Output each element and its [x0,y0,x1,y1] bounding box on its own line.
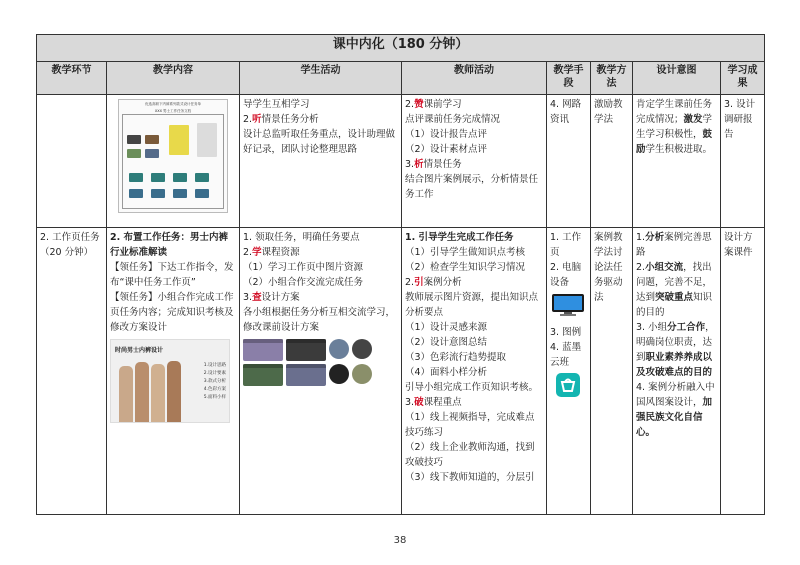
intent-text: ，明确岗位职责，达到 [636,322,715,363]
row1-outcome: 3. 设计调研报告 [721,95,765,228]
model-figure [135,362,149,422]
key-character: 学 [252,247,262,258]
item-text: 设计方案 [261,292,300,303]
intent-emphasis: 分工合作 [667,322,706,333]
garment-image [151,189,165,198]
intent-line [636,320,717,380]
intent-text: ，找出问题，完善不足，达到 [636,262,713,303]
underwear-design-photo [110,339,230,423]
teacher-line: （2）检查学生知识学习情况 [405,262,526,273]
row1-stage [37,95,107,228]
intent-emphasis: 职业素养养成以及攻破难点的目的 [636,352,713,378]
garment-swatch [286,364,326,386]
header-outcome: 学习成果 [721,62,765,95]
means-item: 4. 蓝墨云班 [550,342,582,368]
item-text: 课前学习 [423,99,462,110]
intent-text: 4. 案例分析融入中国风图案设计， [636,382,715,408]
teacher-line: （4）面料小样分析 [405,367,488,378]
computer-monitor-icon [550,293,586,317]
intent-text: 2. [636,262,646,273]
intent-emphasis: 鼓励 [636,129,713,155]
garment-image [127,135,141,144]
row2-means [547,228,591,515]
garment-image [127,149,141,158]
teacher-line: （1）设计报告点评 [405,129,488,140]
row1-means: 4. 网路资讯 [547,95,591,228]
cloud-class-app-icon [550,373,586,397]
item-number: 3. [405,397,415,408]
teacher-heading: 1. 引导学生完成工作任务 [405,232,514,243]
photo-list-item: 3.款式分析 [203,379,226,384]
row2-student [240,228,402,515]
intent-emphasis: 突破重点 [655,292,694,303]
row2-outcome: 设计方案课件 [721,228,765,515]
garment-swatch [243,364,283,386]
teacher-line: 引导小组完成工作页知识考核。 [405,382,539,393]
fabric-swatch [329,364,349,384]
garment-image [169,125,189,155]
teacher-line: 教师展示图片资源，提出知识点分析要点 [405,292,539,318]
key-character: 听 [252,114,262,125]
row2-content [107,228,240,515]
row1-content [107,95,240,228]
key-character: 析 [414,159,424,170]
header-stage: 教学环节 [37,62,107,95]
student-line [243,245,398,260]
photo-title: 时尚男士内裤设计 [115,347,164,354]
header-means: 教学手段 [547,62,591,95]
student-line: 各小组根据任务分析互相交流学习，修改课前设计方案 [243,307,396,333]
fabric-swatch [352,364,372,384]
teacher-line: （3）线下教师知道的，分层引 [405,472,535,483]
garment-image [173,173,187,182]
teacher-line: 点评课前任务完成情况 [405,114,501,125]
teacher-line: （1）线上视频指导，完成难点技巧练习 [405,412,535,438]
teacher-line: （2）设计素材点评 [405,144,488,155]
content-paragraph: 【领任务】小组合作完成工作页任务内容；完成知识考核及修改方案设计 [110,292,234,333]
item-number: 2. [243,247,253,258]
teacher-line: （1）引导学生做知识点考核 [405,247,526,258]
row1-student [240,95,402,228]
row2-stage: 2. 工作页任务（20 分钟） [37,228,107,515]
student-line: 导学生互相学习 [243,99,310,110]
photo-list [204,362,226,402]
photo-list-item: 4.色彩方案 [203,387,226,392]
row1-teacher [402,95,547,228]
intent-emphasis: 分析 [645,232,665,243]
photo-list-item: 5.面料小样 [203,395,226,400]
intent-line [636,260,717,320]
student-line: （2）小组合作交流完成任务 [243,277,364,288]
intent-line [636,380,717,440]
thumbnail-title: 优选高职下内裤系列款式设计任务单 [145,102,201,106]
intent-text: 案例完善思路 [636,232,712,258]
teacher-line: （2）设计意图总结 [405,337,488,348]
item-number: 2. [405,99,415,110]
section-title: 课中内化（180 分钟） [37,35,765,62]
item-number: 3. [243,292,253,303]
key-character: 查 [252,292,262,303]
item-text: 课程资源 [261,247,300,258]
item-text: 课程重点 [423,397,462,408]
intent-text: 肯定学生课前任务完成情况； [636,99,713,125]
intent-text: 知识的目的 [636,292,713,318]
header-method: 教学方法 [591,62,633,95]
row1-intent [633,95,721,228]
item-text: 情景任务分析 [261,114,319,125]
model-figure [151,364,165,422]
item-number: 3. [405,159,415,170]
model-figure [119,366,133,422]
intent-text: 学生积极进取。 [645,144,713,155]
key-character: 引 [414,277,424,288]
garment-image [195,189,209,198]
intent-text: 学生学习积极性， [636,114,713,140]
garment-swatch [243,339,283,361]
garment-swatches [243,339,393,386]
garment-swatch [286,339,326,361]
garment-image [151,173,165,182]
garment-image [173,189,187,198]
header-content: 教学内容 [107,62,240,95]
model-figure [167,361,181,422]
photo-list-item: 2.设计要素 [203,371,226,376]
key-character: 赞 [414,99,424,110]
intent-line [636,230,717,260]
lesson-plan-table [36,34,765,515]
student-line [243,112,398,127]
intent-text: 1. [636,232,646,243]
table-row [37,95,765,228]
item-number: 2. [243,114,253,125]
header-teacher: 教师活动 [402,62,547,95]
teacher-line [405,157,543,172]
row2-teacher [402,228,547,515]
header-intent: 设计意图 [633,62,721,95]
content-heading: 2. 布置工作任务：男士内裤行业标准解读 [110,232,229,258]
section-title-row [37,35,765,62]
teacher-line [405,395,543,410]
row1-method: 激励教学法 [591,95,633,228]
header-student: 学生活动 [240,62,402,95]
student-line: 1. 领取任务，明确任务要点 [243,232,360,243]
content-paragraph: 【领任务】下达工作指令，发布“课中任务工作页” [110,262,234,288]
intent-text: 3. 小组 [636,322,668,333]
teacher-line: 结合图片案例展示，分析情景任务工作 [405,174,539,200]
intent-emphasis: 加强民族文化自信心。 [636,397,713,438]
student-line: （1）学习工作页中图片资源 [243,262,364,273]
fabric-swatch [329,339,349,359]
intent-emphasis: 小组交流 [645,262,684,273]
photo-list-item: 1.设计思路 [203,363,226,368]
header-row [37,62,765,95]
garment-image [145,149,159,158]
teacher-line: （1）设计灵感来源 [405,322,488,333]
teacher-line: （2）线上企业教师沟通，找到攻破技巧 [405,442,535,468]
row2-intent [633,228,721,515]
garment-image [195,173,209,182]
garment-image [129,173,143,182]
thumbnail-subtitle: XXX 男士工作任务文档 [154,109,192,113]
item-number: 2. [405,277,415,288]
item-text: 案例分析 [423,277,462,288]
teacher-line [405,97,543,112]
fabric-swatch [352,339,372,359]
garment-image [129,189,143,198]
page-number: 38 [393,535,407,546]
key-character: 破 [414,397,424,408]
teacher-line: （3）色彩流行趋势提取 [405,352,507,363]
garment-image [145,135,159,144]
table-row [37,228,765,515]
row2-method: 案例教学法讨论法任务驱动法 [591,228,633,515]
intent-emphasis: 激发 [683,114,703,125]
means-item: 2. 电脑设备 [550,262,582,288]
means-item: 1. 工作页 [550,232,582,258]
student-line [243,290,398,305]
item-text: 情景任务 [423,159,462,170]
means-item: 3. 图例 [550,327,582,338]
teacher-line [405,275,543,290]
thumbnail-grid [122,114,224,209]
task-sheet-thumbnail [118,99,228,213]
student-line: 设计总监听取任务重点，设计助理做好记录，团队讨论整理思路 [243,129,396,155]
garment-image [197,123,217,157]
